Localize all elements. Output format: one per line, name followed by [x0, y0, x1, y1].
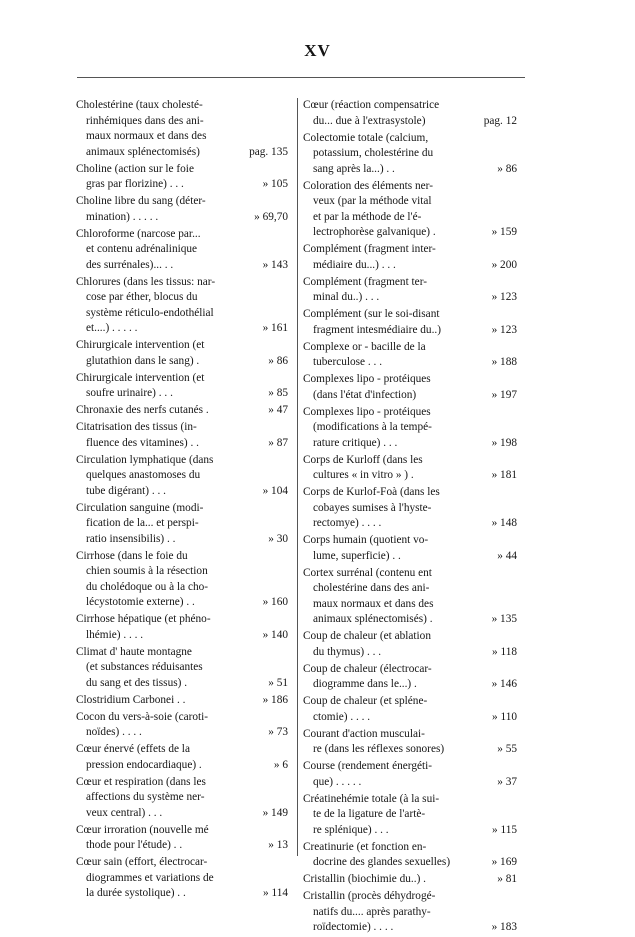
entry-heading: Chlorures (dans les tissus: nar-: [76, 275, 216, 288]
left-index-column: [76, 98, 288, 903]
entry-heading: Circulation lymphatique (dans: [76, 453, 214, 466]
entry-page-reference: » 118: [492, 645, 517, 658]
entry-page-reference: » 55: [497, 743, 517, 755]
entry-page-reference: » 146: [491, 678, 517, 690]
entry-page-reference: pag. 12: [483, 114, 517, 127]
index-entry: [76, 775, 288, 822]
entry-page-reference: » 13: [268, 839, 288, 851]
entry-page-reference: » 159: [491, 226, 517, 238]
entry-line: fluence des vitamines) . .: [86, 436, 199, 449]
entry-line: (dans l'état d'infection): [313, 388, 417, 401]
entry-heading: Créatinehémie totale (à la sui-: [303, 792, 440, 805]
entry-page-reference: » 114: [263, 887, 288, 899]
entry-line: maux normaux et dans des: [313, 597, 434, 610]
index-entry: [303, 759, 517, 790]
entry-line: animaux splénectomisés) .: [313, 613, 433, 625]
column-divider: [297, 98, 298, 856]
entry-page-reference: » 197: [491, 388, 517, 401]
entry-heading: Course (rendement énergéti-: [303, 760, 433, 772]
entry-line: sang après la...) . .: [313, 162, 395, 175]
index-entry: [303, 727, 517, 758]
entry-page-reference: » 110: [492, 710, 517, 723]
entry-heading: Chloroforme (narcose par...: [76, 227, 201, 240]
entry-page-reference: » 198: [491, 436, 517, 449]
entry-line: et contenu adrénalinique: [86, 243, 198, 255]
entry-heading: Corps de Kurlof-Foà (dans les: [303, 486, 440, 498]
entry-line: ctomie) . . . .: [313, 710, 371, 723]
entry-line: lectrophorèse galvanique) .: [313, 226, 436, 238]
entry-heading: Colectomie totale (calcium,: [303, 131, 429, 144]
index-entry: [76, 549, 288, 611]
index-entry: [76, 645, 288, 692]
entry-heading: Corps humain (quotient vo-: [303, 534, 429, 546]
entry-heading: Cholestérine (taux cholesté-: [76, 99, 203, 111]
entry-heading: Coup de chaleur (électrocar-: [303, 662, 432, 675]
index-entry: [76, 98, 288, 160]
entry-line: (et substances réduisantes: [86, 661, 203, 673]
entry-line: noïdes) . . . .: [86, 726, 142, 738]
entry-page-reference: » 30: [268, 532, 288, 545]
entry-line: thode pour l'étude) . .: [86, 839, 183, 851]
index-entry: [303, 340, 517, 371]
page-number: XV: [304, 41, 331, 60]
index-entry: [303, 275, 517, 306]
entry-heading: Complément (fragment ter-: [303, 275, 427, 288]
entry-heading: Cirrhose (dans le foie du: [76, 549, 188, 562]
entry-line: cobayes sumises à l'hyste-: [313, 501, 432, 514]
entry-line: tube digérant) . . .: [86, 484, 166, 497]
entry-page-reference: » 123: [491, 291, 517, 303]
entry-heading: Complexe or - bacille de la: [303, 340, 426, 353]
entry-line: te de la ligature de l'artè-: [313, 808, 426, 820]
index-entry: [303, 98, 517, 129]
entry-page-reference: » 86: [268, 354, 288, 367]
entry-heading: Complexes lipo - protéiques: [303, 373, 431, 385]
entry-heading: Complexes lipo - protéiques: [303, 405, 431, 418]
entry-page-reference: » 169: [491, 856, 517, 868]
index-entry: [303, 566, 517, 628]
entry-line: diogrammes et variations de: [86, 871, 214, 884]
entry-page-reference: » 123: [491, 323, 517, 336]
entry-line: lhémie) . . . .: [86, 628, 144, 641]
entry-heading: Circulation sanguine (modi-: [76, 501, 204, 514]
entry-page-reference: » 105: [262, 178, 288, 190]
entry-page-reference: » 44: [497, 549, 517, 562]
entry-heading: Courant d'action musculai-: [303, 727, 425, 740]
index-entry: [303, 242, 517, 273]
index-entry: [76, 453, 288, 500]
index-entry: [76, 194, 288, 225]
entry-heading: Clostridium Carbonei . .: [76, 693, 186, 706]
entry-heading: Chirurgicale intervention (et: [76, 371, 205, 384]
index-entry: [303, 889, 517, 936]
entry-page-reference: » 188: [491, 356, 517, 368]
entry-line: médiaire du...) . . .: [313, 258, 396, 271]
index-entry: [303, 840, 517, 871]
entry-line: quelques anastomoses du: [86, 469, 201, 481]
entry-page-reference: » 47: [268, 404, 288, 416]
entry-line: lume, superficie) . .: [313, 549, 401, 562]
entry-line: maux normaux et dans des: [86, 130, 207, 142]
entry-page-reference: » 148: [491, 517, 517, 529]
entry-line: minal du..) . . .: [313, 291, 380, 303]
entry-line: potassium, cholestérine du: [313, 147, 434, 159]
entry-line: (modifications à la tempé-: [313, 421, 432, 433]
entry-line: animaux splénectomisés): [86, 145, 200, 158]
entry-heading: Citatrisation des tissus (in-: [76, 421, 197, 433]
entry-line: gras par florizine) . . .: [86, 178, 184, 190]
entry-line: ratio insensibilis) . .: [86, 532, 176, 545]
index-entry: [303, 307, 517, 338]
index-entry: [76, 338, 288, 369]
index-entry: [303, 485, 517, 532]
entry-heading: Chronaxie des nerfs cutanés .: [76, 404, 209, 416]
entry-line: système réticulo-endothélial: [86, 306, 214, 319]
entry-page-reference: pag. 135: [249, 145, 288, 158]
entry-line: mination) . . . . .: [86, 210, 159, 223]
entry-page-reference: » 6: [273, 758, 288, 771]
entry-heading: Complément (sur le soi-disant: [303, 308, 440, 320]
entry-page-reference: » 37: [497, 775, 517, 788]
index-entry: [303, 372, 517, 403]
entry-heading: Choline libre du sang (déter-: [76, 195, 206, 207]
entry-line: rinhémiques dans des ani-: [86, 114, 204, 127]
entry-heading: Chirurgicale intervention (et: [76, 339, 205, 351]
entry-heading: Coup de chaleur (et ablation: [303, 630, 431, 642]
entry-heading: Cœur (réaction compensatrice: [303, 99, 440, 111]
entry-heading: Cirrhose hépatique (et phéno-: [76, 613, 211, 625]
entry-line: et....) . . . . .: [86, 322, 138, 334]
entry-heading: Complément (fragment inter-: [303, 243, 436, 255]
right-index-column: [303, 98, 517, 937]
entry-page-reference: » 149: [262, 806, 288, 819]
entry-line: cose par éther, blocus du: [86, 291, 198, 303]
entry-line: cholestérine dans des ani-: [313, 582, 430, 594]
entry-heading: Creatinurie (et fonction en-: [303, 840, 427, 853]
entry-line: rectomye) . . . .: [313, 517, 382, 529]
entry-page-reference: » 86: [497, 162, 517, 175]
entry-page-reference: » 143: [262, 258, 288, 271]
entry-heading: Corps de Kurloff (dans les: [303, 453, 423, 466]
entry-line: veux (par la méthode vital: [313, 195, 432, 207]
entry-line: re splénique) . . .: [313, 823, 389, 836]
entry-page-reference: » 183: [491, 921, 517, 933]
entry-line: docrine des glandes sexuelles): [313, 856, 451, 868]
entry-heading: Coloration des éléments ner-: [303, 179, 433, 192]
index-entry: [76, 710, 288, 741]
entry-page-reference: » 104: [262, 484, 288, 497]
index-entry: [303, 872, 517, 888]
index-entry: [76, 612, 288, 643]
entry-heading: Cœur irroration (nouvelle mé: [76, 823, 209, 836]
entry-page-reference: » 73: [268, 726, 288, 738]
index-entry: [76, 227, 288, 274]
entry-heading: Cœur énervé (effets de la: [76, 743, 190, 755]
entry-line: que) . . . . .: [313, 775, 362, 788]
index-entry: [303, 792, 517, 839]
index-entry: [303, 694, 517, 725]
entry-line: soufre urinaire) . . .: [86, 387, 173, 399]
entry-line: lécystotomie externe) . .: [86, 596, 195, 608]
entry-heading: Choline (action sur le foie: [76, 162, 194, 175]
entry-heading: Cortex surrénal (contenu ent: [303, 566, 432, 579]
entry-line: diogramme dans le...) .: [313, 678, 417, 690]
entry-page-reference: » 81: [497, 873, 517, 885]
index-entry: [303, 453, 517, 484]
entry-line: fragment intesmédiaire du..): [313, 323, 441, 336]
entry-line: fication de la... et perspi-: [86, 517, 199, 529]
index-entry: [303, 405, 517, 452]
entry-line: re (dans les réflexes sonores): [313, 743, 445, 755]
entry-page-reference: » 87: [268, 436, 288, 449]
entry-page-reference: » 115: [492, 823, 517, 836]
entry-page-reference: » 161: [262, 322, 288, 334]
header-rule: [77, 77, 525, 78]
entry-heading: Cristallin (biochimie du..) .: [303, 873, 426, 885]
index-entry: [76, 501, 288, 548]
entry-page-reference: » 181: [491, 469, 517, 481]
entry-line: cultures « in vitro » ) .: [313, 469, 414, 481]
entry-page-reference: » 140: [262, 628, 288, 641]
entry-heading: Climat d' haute montagne: [76, 645, 192, 658]
index-entry: [76, 403, 288, 419]
entry-line: du sang et des tissus) .: [86, 676, 188, 689]
entry-line: natifs du.... après parathy-: [313, 905, 431, 918]
index-entry: [76, 823, 288, 854]
entry-line: tuberculose . . .: [313, 356, 383, 368]
entry-heading: Cristallin (procès déhydrogé-: [303, 890, 436, 902]
entry-heading: Coup de chaleur (et spléne-: [303, 695, 428, 707]
index-entry: [76, 855, 288, 902]
entry-heading: Cocon du vers-à-soie (caroti-: [76, 710, 209, 723]
entry-line: pression endocardiaque) .: [86, 758, 202, 771]
entry-page-reference: » 135: [491, 613, 517, 625]
entry-page-reference: » 160: [262, 596, 288, 608]
entry-heading: Cœur et respiration (dans les: [76, 775, 206, 788]
entry-heading: Cœur sain (effort, électrocar-: [76, 856, 208, 868]
index-entry: [76, 742, 288, 773]
entry-line: la durée systolique) . .: [86, 887, 186, 899]
index-entry: [76, 275, 288, 337]
entry-page-reference: » 51: [268, 676, 288, 689]
index-entry: [303, 179, 517, 241]
index-entry: [76, 162, 288, 193]
entry-line: roïdectomie) . . . .: [313, 921, 394, 933]
entry-page-reference: » 200: [491, 258, 517, 271]
entry-page-reference: » 85: [268, 387, 288, 399]
index-entry: [303, 533, 517, 564]
entry-line: du cholédoque ou à la cho-: [86, 580, 209, 593]
entry-line: glutathion dans le sang) .: [86, 354, 200, 367]
index-entry: [303, 131, 517, 178]
entry-page-reference: » 69,70: [254, 210, 288, 223]
entry-line: rature critique) . . .: [313, 436, 398, 449]
index-entry: [76, 693, 288, 709]
index-entry: [303, 629, 517, 660]
entry-page-reference: » 186: [262, 693, 288, 706]
entry-line: des surrénales)... . .: [86, 258, 174, 271]
index-entry: [303, 662, 517, 693]
entry-line: du... due à l'extrasystole): [313, 114, 426, 127]
entry-line: du thymus) . . .: [313, 645, 382, 658]
index-entry: [76, 420, 288, 451]
index-entry: [76, 371, 288, 402]
entry-line: chien soumis à la résection: [86, 565, 208, 577]
entry-line: affections du système ner-: [86, 791, 205, 803]
entry-line: veux central) . . .: [86, 806, 163, 819]
entry-line: et par la méthode de l'é-: [313, 210, 422, 223]
